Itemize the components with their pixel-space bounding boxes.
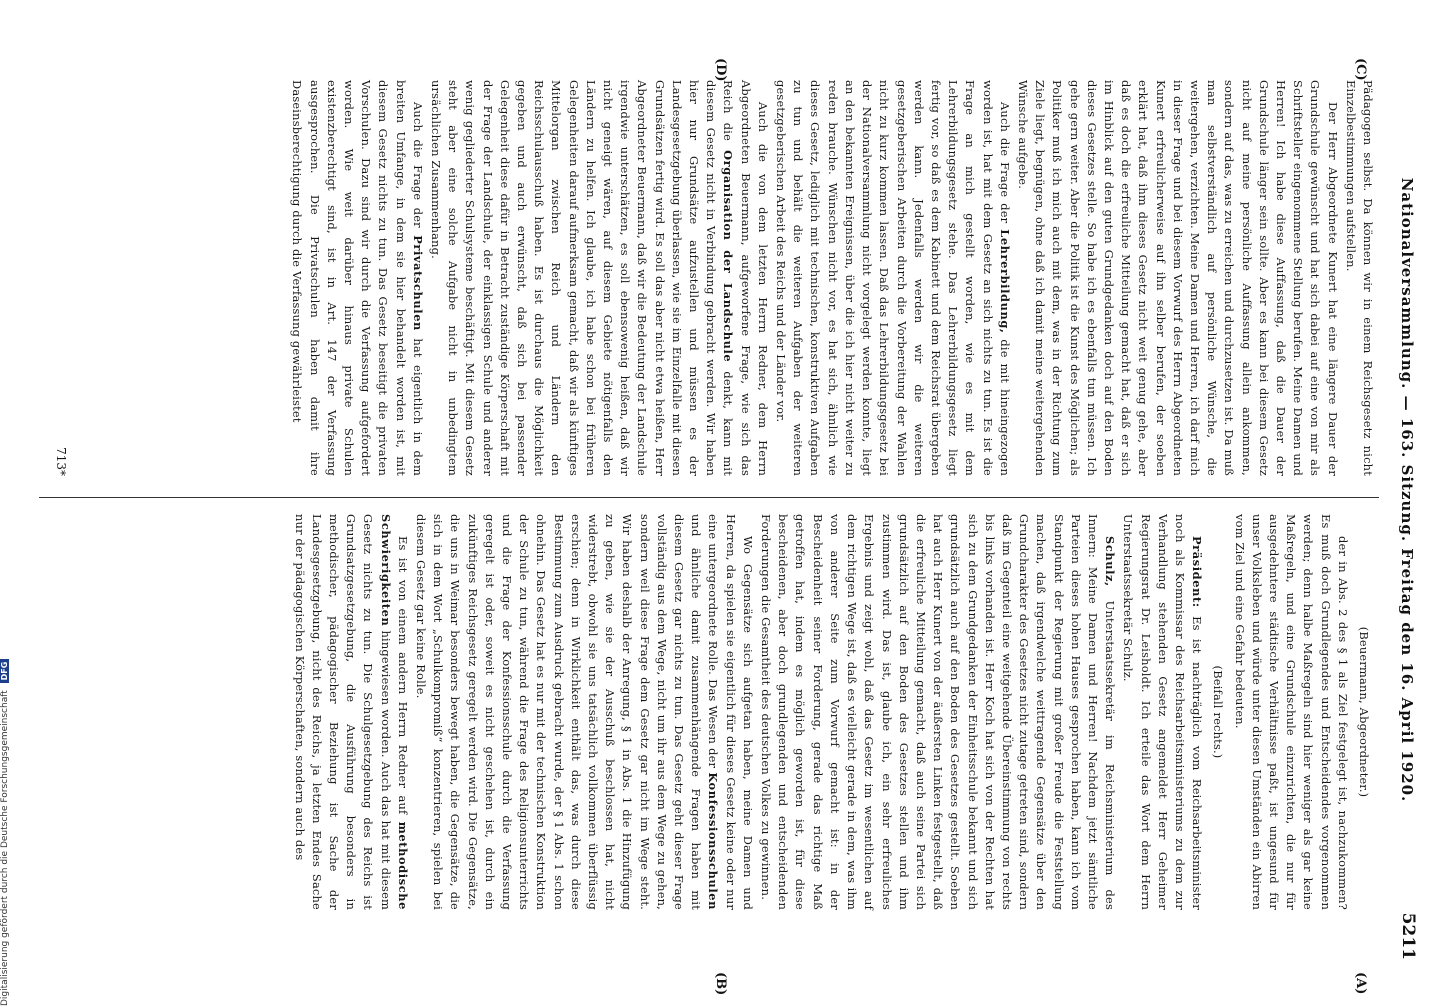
- applause-note: (Beifall rechts.): [1211, 665, 1226, 759]
- paragraph-text: die mit hineingezogen worden ist, hat mit dem Gesetz an sich nichts zu tun. Es ist die Frage an mich gestellt worden, wie es mit dem Lehrerbildungsgesetz stehe. Das Lehrerbildungsgesetz liegt fertig vor, so daß es dem Kabinett und dem Reichsrat übergeben werden kann. Jedenfalls werden wir die weiteren gesetzgeberischen Arbeiten durch die Vorbereitung der Wahlen nicht zu kurz kommen lassen. Daß das Lehrerbildungsgesetz bei der Nationalversammlung nicht vorgelegt werden konnte, liegt an den bekannten Ereignissen, über die ich hier nicht weiter zu reden brauche. Wünschen nicht vor, es hat sich, ähnlich wie dieses Gesetz, lediglich mit technischen, konstruktiven Aufgaben zu tun und behält die weiteren Aufgaben der weiteren gesetzgeberischen Arbeit des Reichs und der Länder vor.: [774, 80, 1012, 476]
- paragraph-text: Es ist von einem andern Herrn Redner auf: [395, 536, 410, 815]
- credit-text: Digitalisierung gefördert durch die Deutsche Forschungsgemeinschaft: [0, 690, 10, 1006]
- speaker-name: Schulz,: [1103, 536, 1118, 587]
- paragraph-text: Es ist nachträglich vom Reichsarbeitsminister noch als Kommissar des Reichsarbeitsministeriums zu dem zur Verhandlung stehenden Gesetz angemeldet Herr Geheimer Regierungsrat Dr. Leisholdt. Ich erteile das Wort dem Herrn Unterstaatssekretär Schulz.: [1121, 514, 1205, 911]
- emphasis: Organisation der Landschule: [721, 150, 736, 363]
- paragraph: [288, 80, 426, 476]
- paragraph-text: Auch die Frage der: [997, 102, 1012, 224]
- left-column: [289, 514, 1376, 910]
- paragraph-text: Auch die von dem letzten Herrn Redner, dem Herrn Abgeordneten Beuermann, aufgeworfene Frage, wie sich das Reich die: [721, 80, 770, 476]
- paragraph: [772, 80, 1013, 476]
- speaker-name: Präsident:: [1190, 536, 1205, 608]
- emphasis: Konfessionsschulen: [706, 772, 721, 910]
- paragraph-text: hat eigentlich in dem breiten Umfange, in dem sie hier behandelt worden ist, mit diesem Gesetz nichts zu tun. Das Gesetz beseitigt die privaten Vorschulen. Dazu sind wir durch die Verfassung aufgefordert worden. Wie weit darüber hinaus private Schulen existenzberechtigt sind, ist in Art. 147 der Verfassung ausgesprochen. Die Privatschulen haben damit ihre Daseinsberechtigung durch die Verfassung gewährleistet: [290, 80, 425, 476]
- paragraph: Der Herr Abgeordnete Kunert hat eine längere Dauer der Grundschule gewünscht und hat sich dabei auf eine von mir als Schriftsteller eingenommene Stellung berufen. Meine Damen und Herren! Ich habe diese Auffassung, daß die Dauer der Grundschule länger sein sollte. Aber es kann bei diesem Gesetz nicht auf meine persönliche Auffassung allein ankommen, sondern auf das, was zu erreichen und durchzusetzen ist. Da muß man selbstverständlich auf persönliche Wünsche, die weitergehen, verzichten. Meine Damen und Herren, ich darf mich in dieser Frage und bei diesem Vorwurf des Herrn Abgeordneten Kunert erfreulicherweise auf ihn selber berufen, der soeben erklärt hat, daß ihm dieses Gesetz nicht weit genug gehe, aber daß es doch die erfreuliche Mitteilung gemacht hat, daß er sich im Hinblick auf den guten Grundgedanken doch auf den Boden dieses Gesetzes stelle. So habe ich es ebenfalls tun müssen. Ich gehe gern weiter. Aber die Politik ist die Kunst des Möglichen; als Politiker muß ich mich auch mit dem, was in der Richtung zum Ziele liegt, begnügen, ohne daß ich damit meine weitergehenden Wünsche aufgebe.: [1015, 80, 1340, 476]
- signature-number: 713*: [54, 447, 68, 476]
- header-title: Nationalversammlung. — 163. Sitzung. Freitag den 16. April 1920.: [1398, 177, 1416, 803]
- paragraph: Pädagogen selbst. Da können wir in einem Reichsgesetz nicht Einzelbestimmungen aufstellen.: [1343, 80, 1375, 476]
- margin-letter-a: (A): [1353, 972, 1368, 995]
- page-header: [1386, 20, 1426, 960]
- paragraph-text: und ähnliche damit zusammenhängende Fragen haben mit diesem Gesetz gar nichts zu tun. Das Gesetz geht dieser Frage vollständig aus dem Wege, nicht um ihr aus dem Wege zu gehen, sondern weil diese Frage dem Gesetz gar nicht im Wege steht. Wir haben deshalb der Anregung, § 1 in Abs. 1 die Hinzufügung zu geben, wie sie der Ausschuß beschlossen hat, nicht widerstrebt, obwohl sie uns tatsächlich vollkommen überflüssig erschien; denn in Wirklichkeit enthält das, was durch diese Bestimmung zum Ausdruck gebracht wurde, der § 1 Abs. 1 schon ohnehin. Das Gesetz hat es nur mit der technischen Konstruktion der Schule zu tun, während die Frage des Religionsunterrichts und die Frage der Konfessionsschule durch die Verfassung geregelt ist oder, soweit es nicht geschehen ist, durch ein zukünftiges Reichsgesetz geregelt werden wird. Die Gegensätze, die uns in Weimar besonders bewegt haben, die Gegensätze, die sich in dem Wort „Schulkompromiß“ konzentrieren, spielen bei diesem Gesetz gar keine Rolle.: [414, 514, 704, 910]
- paragraph-text: hingewiesen worden. Auch das hat mit diesem Gesetz nichts zu tun. Die Schulgesetzgebung des Reichs ist Grundsatzgesetzgebung, die Ausführung besonders in methodischer, pädagogischer Beziehung ist Sache der Landesgesetzgebung, nicht des Reichs, ja letzten Endes Sache nur der pädagogischen Körperschaften, sondern auch des: [292, 514, 393, 911]
- paragraph: der in Abs. 2 des § 1 als Ziel festgelegt ist, nachzukommen? Es muß doch Grundlegendes und Entscheidendes vorgenommen werden; denn halbe Maßregeln sind hier weniger als gar keine Maßregeln, und eine Grundschule einzurichten, die nur für ausgedehntere städtische Verhältnisse paßt, ist ungesund für unser Volksleben und würde unter diesen Umständen ein Abirren vom Ziel und eine Gefahr bedeuten.: [1232, 514, 1350, 910]
- emphasis: methodische Schwierigkeiten: [378, 514, 410, 910]
- margin-letter-b: (B): [713, 972, 728, 996]
- margin-letter-c: (C): [1353, 58, 1368, 81]
- paragraph-text: Wo Gegensätze sich aufgetan haben, meine Damen und Herren, da spielen sie eigentlich für dieses Gesetz keine oder nur eine untergeordnete Rolle. Das Wesen der: [706, 514, 755, 910]
- paragraph-text: denkt, kann mit diesem Gesetz nicht in Verbindung gebracht werden. Wir haben hier nur Grundsätze aufzustellen und müssen es der Landesgesetzgebung überlassen, wie sie im Einzelfalle mit diesen Grundsätzen fertig wird. Es soll das aber nicht etwa heißen, Herr Abgeordneter Beuermann, daß wir die Bedeutung der Landschule irgendwie unterschätzen, es soll ebensowenig heißen, daß wir nicht geneigt wären, auf diesem Gebiete nötigenfalls den Ländern zu helfen. Ich glaube, ich habe schon bei früheren Gelegenheiten darauf aufmerksam gemacht, daß wir als künftiges Mittelorgan zwischen Reich und Ländern den Reichsschulausschuß haben. Es ist durchaus die Möglichkeit gegeben und auch erwünscht, daß sich bei passender Gelegenheit diese dafür in Betracht zuständige Körperschaft mit der Frage der Landschule, der einklassigen Schule und anderer wenig gegliederter Schulsysteme beschäftigt. Mit diesem Gesetz steht aber eine solche Aufgabe nicht in unbedingtem ursächlichen Zusammenhang.: [429, 80, 736, 476]
- paragraph-text: Unterstaatssekretär im Reichsministerium des Innern: Meine Damen und Herren! Nachdem jetzt sämtliche Parteien dieses hohen Hauses gesprochen haben, kann ich vom Standpunkt der Regierung mit großer Freude die Feststellung machen, daß irgendwelche weittragende Gegensätze über den Grundcharakter des Gesetzes nicht zutage getreten sind, sondern daß im Gegenteil eine weitgehende Übereinstimmung von rechts bis links vorhanden ist. Herr Koch hat sich von der Rechten hat sich zu dem Grundgedanken der Einheitsschule bekannt und sich grundsätzlich auch auf den Boden des Gesetzes gestellt. Soeben hat auch Herr Kunert von der äußersten Linken festgestellt, daß die erfreuliche Mitteilung gemacht, daß auch seine Partei sich grundsätzlich auf den Boden des Gesetzes stellen und ihm zustimmen wird. Das ist, glaube ich, ein sehr erfreuliches Ergebnis und zeigt wohl, daß das Gesetz im wesentlichen auf dem richtigen Wege ist, daß es vielleicht gerade in dem, was ihm von anderer Seite zum Vorwurf gemacht ist: in der Bescheidenheit seiner Forderung, gerade das richtige Maß getroffen hat, indem es möglich geworden ist, für diese bescheidenen, aber doch grundlegenden und entscheidenden Forderungen die Gesamtheit des deutschen Volkes zu gewinnen.: [759, 514, 1118, 910]
- paragraph: [427, 80, 771, 476]
- paragraph: [1119, 514, 1205, 910]
- paragraph-text: Auch die Frage der: [410, 102, 425, 228]
- right-column: [287, 80, 1376, 476]
- paragraph: [290, 514, 410, 910]
- page-number: 5211: [1398, 912, 1418, 960]
- speaker-tag: (Beuermann, Abgeordneter.): [1357, 626, 1371, 798]
- paragraph: [757, 514, 1118, 910]
- emphasis: Privatschulen: [410, 235, 425, 331]
- emphasis: Lehrerbildung,: [997, 229, 1012, 334]
- paragraph: [412, 514, 756, 910]
- dfg-logo: DFG: [0, 659, 9, 684]
- margin-letter-d: (D): [713, 58, 728, 82]
- column-divider: [39, 497, 1379, 498]
